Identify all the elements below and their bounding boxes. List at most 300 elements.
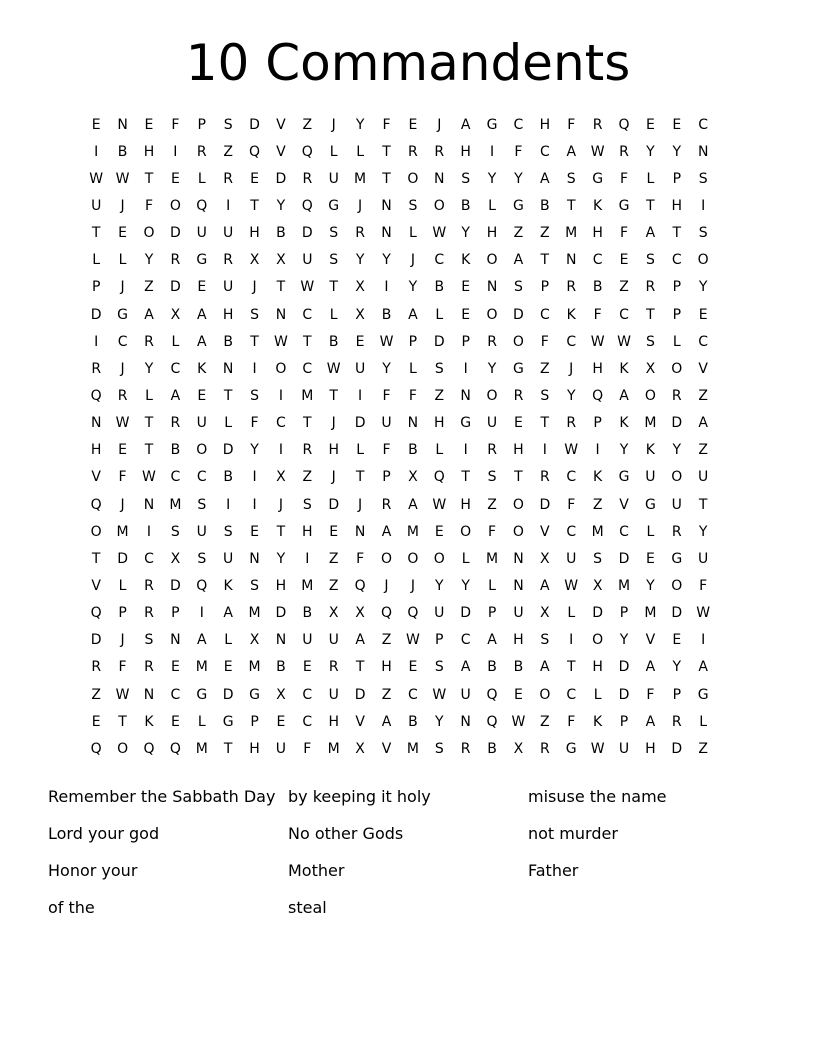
grid-letter: O <box>512 523 524 540</box>
grid-letter: A <box>513 252 524 269</box>
grid-letter: T <box>144 442 154 459</box>
grid-letter: S <box>645 333 655 350</box>
grid-letter: C <box>302 306 313 323</box>
grid-letter: A <box>381 523 392 540</box>
grid-letter: R <box>460 740 471 757</box>
grid-row <box>83 464 743 491</box>
grid-letter: G <box>117 306 129 323</box>
grid-row <box>83 600 743 627</box>
grid-letter: M <box>327 740 340 757</box>
grid-letter: J <box>252 279 257 296</box>
grid-letter: T <box>566 197 576 214</box>
grid-letter: B <box>276 659 286 676</box>
grid-letter: T <box>303 415 312 432</box>
grid-letter: H <box>513 442 524 459</box>
grid-letter: A <box>645 713 656 730</box>
grid-letter: I <box>305 550 310 567</box>
grid-letter: K <box>566 306 576 323</box>
grid-letter: T <box>276 279 286 296</box>
grid-letter: J <box>120 496 125 513</box>
grid-letter: C <box>460 632 471 649</box>
grid-letter: W <box>379 333 394 350</box>
grid-letter: A <box>460 116 471 133</box>
grid-letter: R <box>223 252 234 269</box>
grid-letter: H <box>460 143 471 160</box>
grid-letter: I <box>252 469 257 486</box>
grid-letter: F <box>593 306 602 323</box>
grid-letter: R <box>170 252 181 269</box>
grid-letter: A <box>487 632 497 649</box>
grid-letter: U <box>302 252 313 269</box>
grid-letter: R <box>408 143 418 160</box>
grid-letter: C <box>592 252 603 269</box>
grid-letter: R <box>592 116 603 133</box>
grid-letter: K <box>645 442 655 459</box>
grid-letter: W <box>115 415 130 432</box>
grid-letter: C <box>539 306 550 323</box>
grid-letter: B <box>434 279 445 296</box>
grid-letter: P <box>540 279 550 296</box>
grid-letter: F <box>567 116 576 133</box>
grid-letter: Z <box>381 686 392 703</box>
grid-letter: U <box>566 550 577 567</box>
grid-letter: B <box>328 333 339 350</box>
grid-letter: Y <box>250 442 259 459</box>
grid-letter: Q <box>90 387 102 404</box>
grid-letter: M <box>195 740 208 757</box>
grid-letter: C <box>144 550 154 567</box>
grid-letter: O <box>697 252 709 269</box>
grid-letter: Q <box>380 605 392 622</box>
grid-letter: J <box>384 577 389 594</box>
grid-letter: C <box>619 523 629 540</box>
word-bank-row <box>48 778 768 815</box>
grid-letter: T <box>382 170 391 187</box>
grid-letter: O <box>512 333 524 350</box>
grid-letter: D <box>169 225 181 242</box>
grid-letter: D <box>249 116 260 133</box>
grid-letter: Q <box>90 605 102 622</box>
grid-letter: Z <box>540 713 550 730</box>
grid-letter: G <box>644 496 656 513</box>
grid-letter: E <box>170 659 180 676</box>
grid-letter: I <box>252 496 257 513</box>
grid-letter: R <box>513 387 524 404</box>
grid-letter: M <box>301 577 314 594</box>
grid-letter: T <box>223 740 233 757</box>
grid-letter: I <box>278 442 283 459</box>
grid-letter: E <box>698 306 708 323</box>
grid-letter: P <box>672 686 682 703</box>
grid-letter: F <box>382 116 391 133</box>
grid-letter: P <box>250 713 259 730</box>
grid-letter: L <box>461 550 470 567</box>
grid-letter: M <box>354 170 367 187</box>
grid-letter: B <box>487 740 497 757</box>
grid-letter: H <box>592 659 603 676</box>
grid-letter: P <box>672 306 682 323</box>
grid-letter: S <box>434 659 444 676</box>
grid-letter: S <box>223 116 233 133</box>
grid-letter: A <box>698 659 708 676</box>
grid-letter: Q <box>433 469 445 486</box>
grid-letter: Y <box>698 279 708 296</box>
grid-letter: S <box>329 225 339 242</box>
grid-letter: F <box>514 143 523 160</box>
grid-letter: L <box>356 143 364 160</box>
grid-letter: S <box>250 387 259 404</box>
grid-letter: O <box>380 550 392 567</box>
grid-letter: L <box>118 577 127 594</box>
grid-letter: L <box>593 686 602 703</box>
grid-letter: U <box>354 360 366 377</box>
grid-letter: S <box>540 632 550 649</box>
grid-letter: O <box>433 550 445 567</box>
grid-letter: R <box>381 496 392 513</box>
grid-letter: E <box>197 387 207 404</box>
grid-letter: E <box>170 170 180 187</box>
grid-letter: M <box>591 523 604 540</box>
grid-letter: Y <box>408 279 418 296</box>
grid-letter: T <box>566 659 576 676</box>
grid-letter: O <box>460 523 472 540</box>
grid-letter: J <box>278 496 283 513</box>
grid-letter: W <box>274 333 288 350</box>
grid-letter: G <box>592 170 604 187</box>
grid-letter: N <box>381 225 392 242</box>
grid-letter: Z <box>487 496 497 513</box>
grid-letter: O <box>486 387 498 404</box>
grid-letter: N <box>434 170 445 187</box>
grid-letter: W <box>300 279 315 296</box>
grid-letter: T <box>91 550 101 567</box>
grid-letter: P <box>408 333 418 350</box>
grid-letter: G <box>222 713 234 730</box>
grid-letter: D <box>433 333 445 350</box>
grid-letter: L <box>567 605 576 622</box>
grid-letter: C <box>566 523 577 540</box>
grid-letter: A <box>566 143 577 160</box>
grid-letter: Z <box>381 632 392 649</box>
grid-letter: Z <box>698 442 708 459</box>
grid-letter: E <box>250 523 259 540</box>
grid-letter: Y <box>619 632 629 649</box>
word-bank-row <box>48 852 768 889</box>
grid-letter: G <box>565 740 577 757</box>
grid-letter: S <box>434 360 444 377</box>
grid-letter: R <box>91 659 102 676</box>
grid-letter: X <box>540 550 550 567</box>
grid-letter: D <box>354 686 366 703</box>
grid-letter: B <box>170 442 181 459</box>
grid-letter: V <box>381 740 392 757</box>
grid-letter: L <box>118 252 127 269</box>
grid-letter: E <box>144 116 154 133</box>
grid-letter: I <box>463 442 468 459</box>
grid-letter: Y <box>461 225 470 242</box>
grid-letter: Z <box>302 116 313 133</box>
grid-letter: B <box>302 605 313 622</box>
grid-letter: B <box>460 197 471 214</box>
grid-letter: E <box>355 333 365 350</box>
grid-letter: D <box>90 306 102 323</box>
grid-letter: S <box>434 740 444 757</box>
grid-letter: E <box>91 713 101 730</box>
puzzle-title: 10 Commandents <box>185 34 631 92</box>
grid-row <box>83 274 743 301</box>
grid-letter: W <box>115 686 130 703</box>
grid-letter: I <box>199 605 204 622</box>
grid-letter: R <box>619 143 629 160</box>
grid-letter: A <box>540 659 550 676</box>
grid-letter: H <box>592 360 603 377</box>
grid-letter: I <box>489 143 495 160</box>
word-bank-row <box>48 815 768 852</box>
grid-letter: E <box>250 170 259 187</box>
grid-letter: T <box>355 659 365 676</box>
grid-letter: P <box>118 605 127 622</box>
grid-letter: S <box>408 197 418 214</box>
grid-letter: Q <box>407 605 419 622</box>
grid-letter: O <box>117 740 129 757</box>
grid-letter: P <box>197 116 206 133</box>
grid-letter: Q <box>354 577 366 594</box>
grid-letter: U <box>671 496 682 513</box>
grid-letter: E <box>645 116 655 133</box>
grid-letter: Y <box>646 577 655 594</box>
grid-letter: K <box>619 415 629 432</box>
grid-letter: N <box>697 143 709 160</box>
grid-letter: Q <box>169 740 181 757</box>
grid-letter: N <box>90 415 102 432</box>
grid-letter: Y <box>434 577 444 594</box>
grid-letter: R <box>117 387 128 404</box>
grid-letter: D <box>222 686 234 703</box>
grid-letter: X <box>540 605 550 622</box>
grid-letter: T <box>118 713 127 730</box>
grid-letter: S <box>197 550 207 567</box>
grid-letter: A <box>460 659 471 676</box>
grid-letter: W <box>326 360 341 377</box>
grid-letter: E <box>645 550 655 567</box>
grid-letter: N <box>513 550 524 567</box>
grid-letter: G <box>513 197 524 214</box>
grid-letter: N <box>354 523 366 540</box>
grid-letter: N <box>381 197 392 214</box>
grid-letter: Z <box>540 225 550 242</box>
grid-letter: Y <box>144 360 154 377</box>
grid-letter: C <box>566 686 577 703</box>
grid-letter: N <box>170 632 181 649</box>
grid-letter: D <box>169 279 181 296</box>
grid-letter: F <box>118 469 127 486</box>
grid-letter: W <box>696 605 711 622</box>
grid-letter: E <box>118 225 128 242</box>
grid-letter: A <box>170 387 181 404</box>
grid-letter: Q <box>301 143 313 160</box>
grid-letter: D <box>301 225 313 242</box>
grid-letter: X <box>328 605 339 622</box>
grid-letter: E <box>461 306 471 323</box>
grid-letter: I <box>226 496 231 513</box>
grid-letter: E <box>619 252 629 269</box>
grid-letter: R <box>302 170 313 187</box>
grid-letter: O <box>196 442 208 459</box>
grid-letter: G <box>618 469 630 486</box>
grid-letter: R <box>302 442 313 459</box>
grid-letter: R <box>144 605 154 622</box>
grid-letter: W <box>590 333 605 350</box>
grid-letter: N <box>565 252 577 269</box>
grid-letter: Y <box>355 116 365 133</box>
grid-letter: L <box>145 387 153 404</box>
grid-letter: N <box>222 360 234 377</box>
grid-letter: E <box>170 713 180 730</box>
grid-letter: I <box>701 632 706 649</box>
grid-row <box>83 654 743 681</box>
grid-letter: K <box>197 360 207 377</box>
grid-letter: O <box>592 632 604 649</box>
grid-letter: W <box>115 170 130 187</box>
grid-letter: M <box>644 605 657 622</box>
grid-letter: L <box>699 713 708 730</box>
grid-letter: R <box>539 740 550 757</box>
grid-letter: L <box>435 306 444 323</box>
grid-letter: Q <box>486 686 498 703</box>
grid-letter: J <box>358 197 363 214</box>
grid-row <box>83 192 743 219</box>
grid-letter: C <box>170 469 181 486</box>
grid-letter: G <box>196 686 208 703</box>
word-bank <box>48 778 768 926</box>
grid-letter: G <box>697 686 709 703</box>
grid-letter: Y <box>619 442 629 459</box>
grid-letter: L <box>329 306 338 323</box>
grid-letter: R <box>144 659 154 676</box>
grid-letter: C <box>566 333 577 350</box>
grid-letter: A <box>645 659 656 676</box>
grid-row <box>83 138 743 165</box>
grid-letter: N <box>275 306 287 323</box>
grid-letter: L <box>408 360 417 377</box>
grid-letter: E <box>408 116 418 133</box>
grid-letter: T <box>646 306 655 323</box>
grid-letter: L <box>672 333 681 350</box>
grid-letter: F <box>619 170 629 187</box>
grid-letter: T <box>646 197 655 214</box>
grid-letter: R <box>355 225 365 242</box>
grid-letter: A <box>645 225 656 242</box>
grid-letter: Y <box>672 659 682 676</box>
grid-letter: A <box>196 306 207 323</box>
grid-letter: B <box>540 197 550 214</box>
grid-letter: E <box>514 415 523 432</box>
grid-letter: U <box>223 225 234 242</box>
grid-letter: J <box>120 279 125 296</box>
grid-letter: F <box>619 225 629 242</box>
grid-letter: P <box>619 713 629 730</box>
grid-letter: Q <box>143 740 155 757</box>
grid-letter: H <box>275 577 287 594</box>
grid-letter: R <box>223 170 234 187</box>
grid-letter: U <box>328 170 339 187</box>
grid-letter: V <box>619 496 629 513</box>
grid-letter: H <box>328 442 339 459</box>
grid-letter: K <box>593 713 603 730</box>
grid-letter: F <box>567 496 576 513</box>
grid-letter: D <box>460 605 472 622</box>
grid-letter: N <box>460 387 471 404</box>
grid-letter: D <box>618 686 630 703</box>
grid-letter: M <box>406 523 419 540</box>
grid-letter: D <box>117 550 128 567</box>
grid-letter: O <box>486 252 498 269</box>
grid-letter: U <box>196 225 207 242</box>
grid-letter: Y <box>276 197 286 214</box>
grid-letter: P <box>91 279 101 296</box>
grid-letter: Q <box>90 740 102 757</box>
grid-letter: L <box>646 523 655 540</box>
grid-row <box>83 681 743 708</box>
grid-letter: C <box>539 143 550 160</box>
grid-letter: B <box>276 225 286 242</box>
grid-letter: B <box>487 659 497 676</box>
grid-letter: R <box>671 523 682 540</box>
grid-letter: M <box>248 605 261 622</box>
grid-letter: G <box>328 197 340 214</box>
grid-letter: K <box>461 252 471 269</box>
grid-letter: I <box>94 143 99 160</box>
grid-letter: E <box>329 523 339 540</box>
grid-letter: Y <box>382 360 391 377</box>
grid-letter: D <box>618 659 630 676</box>
grid-row <box>83 545 743 572</box>
grid-letter: Z <box>698 387 708 404</box>
grid-letter: A <box>408 496 418 513</box>
grid-letter: H <box>460 496 471 513</box>
grid-letter: C <box>698 116 709 133</box>
grid-letter: I <box>384 279 389 296</box>
grid-letter: U <box>223 279 234 296</box>
grid-letter: H <box>513 632 524 649</box>
grid-letter: R <box>645 279 656 296</box>
grid-letter: C <box>117 333 128 350</box>
grid-letter: A <box>355 632 365 649</box>
grid-letter: D <box>618 550 630 567</box>
grid-letter: Y <box>672 143 682 160</box>
grid-letter: B <box>223 333 233 350</box>
grid-letter: T <box>540 252 550 269</box>
grid-letter: Y <box>646 143 655 160</box>
grid-letter: R <box>487 333 497 350</box>
grid-letter: X <box>276 252 286 269</box>
word-bank-item: Remember the Sabbath Day <box>48 787 276 806</box>
grid-letter: P <box>382 469 391 486</box>
grid-letter: T <box>91 225 101 242</box>
grid-letter: X <box>249 252 260 269</box>
grid-letter: Y <box>698 523 708 540</box>
grid-letter: I <box>173 143 178 160</box>
grid-letter: F <box>118 659 127 676</box>
grid-letter: U <box>513 605 524 622</box>
grid-letter: R <box>566 415 577 432</box>
grid-letter: W <box>564 442 579 459</box>
grid-letter: Y <box>566 387 576 404</box>
grid-letter: E <box>223 659 233 676</box>
grid-letter: E <box>91 116 101 133</box>
grid-letter: F <box>567 713 576 730</box>
grid-letter: W <box>511 713 526 730</box>
